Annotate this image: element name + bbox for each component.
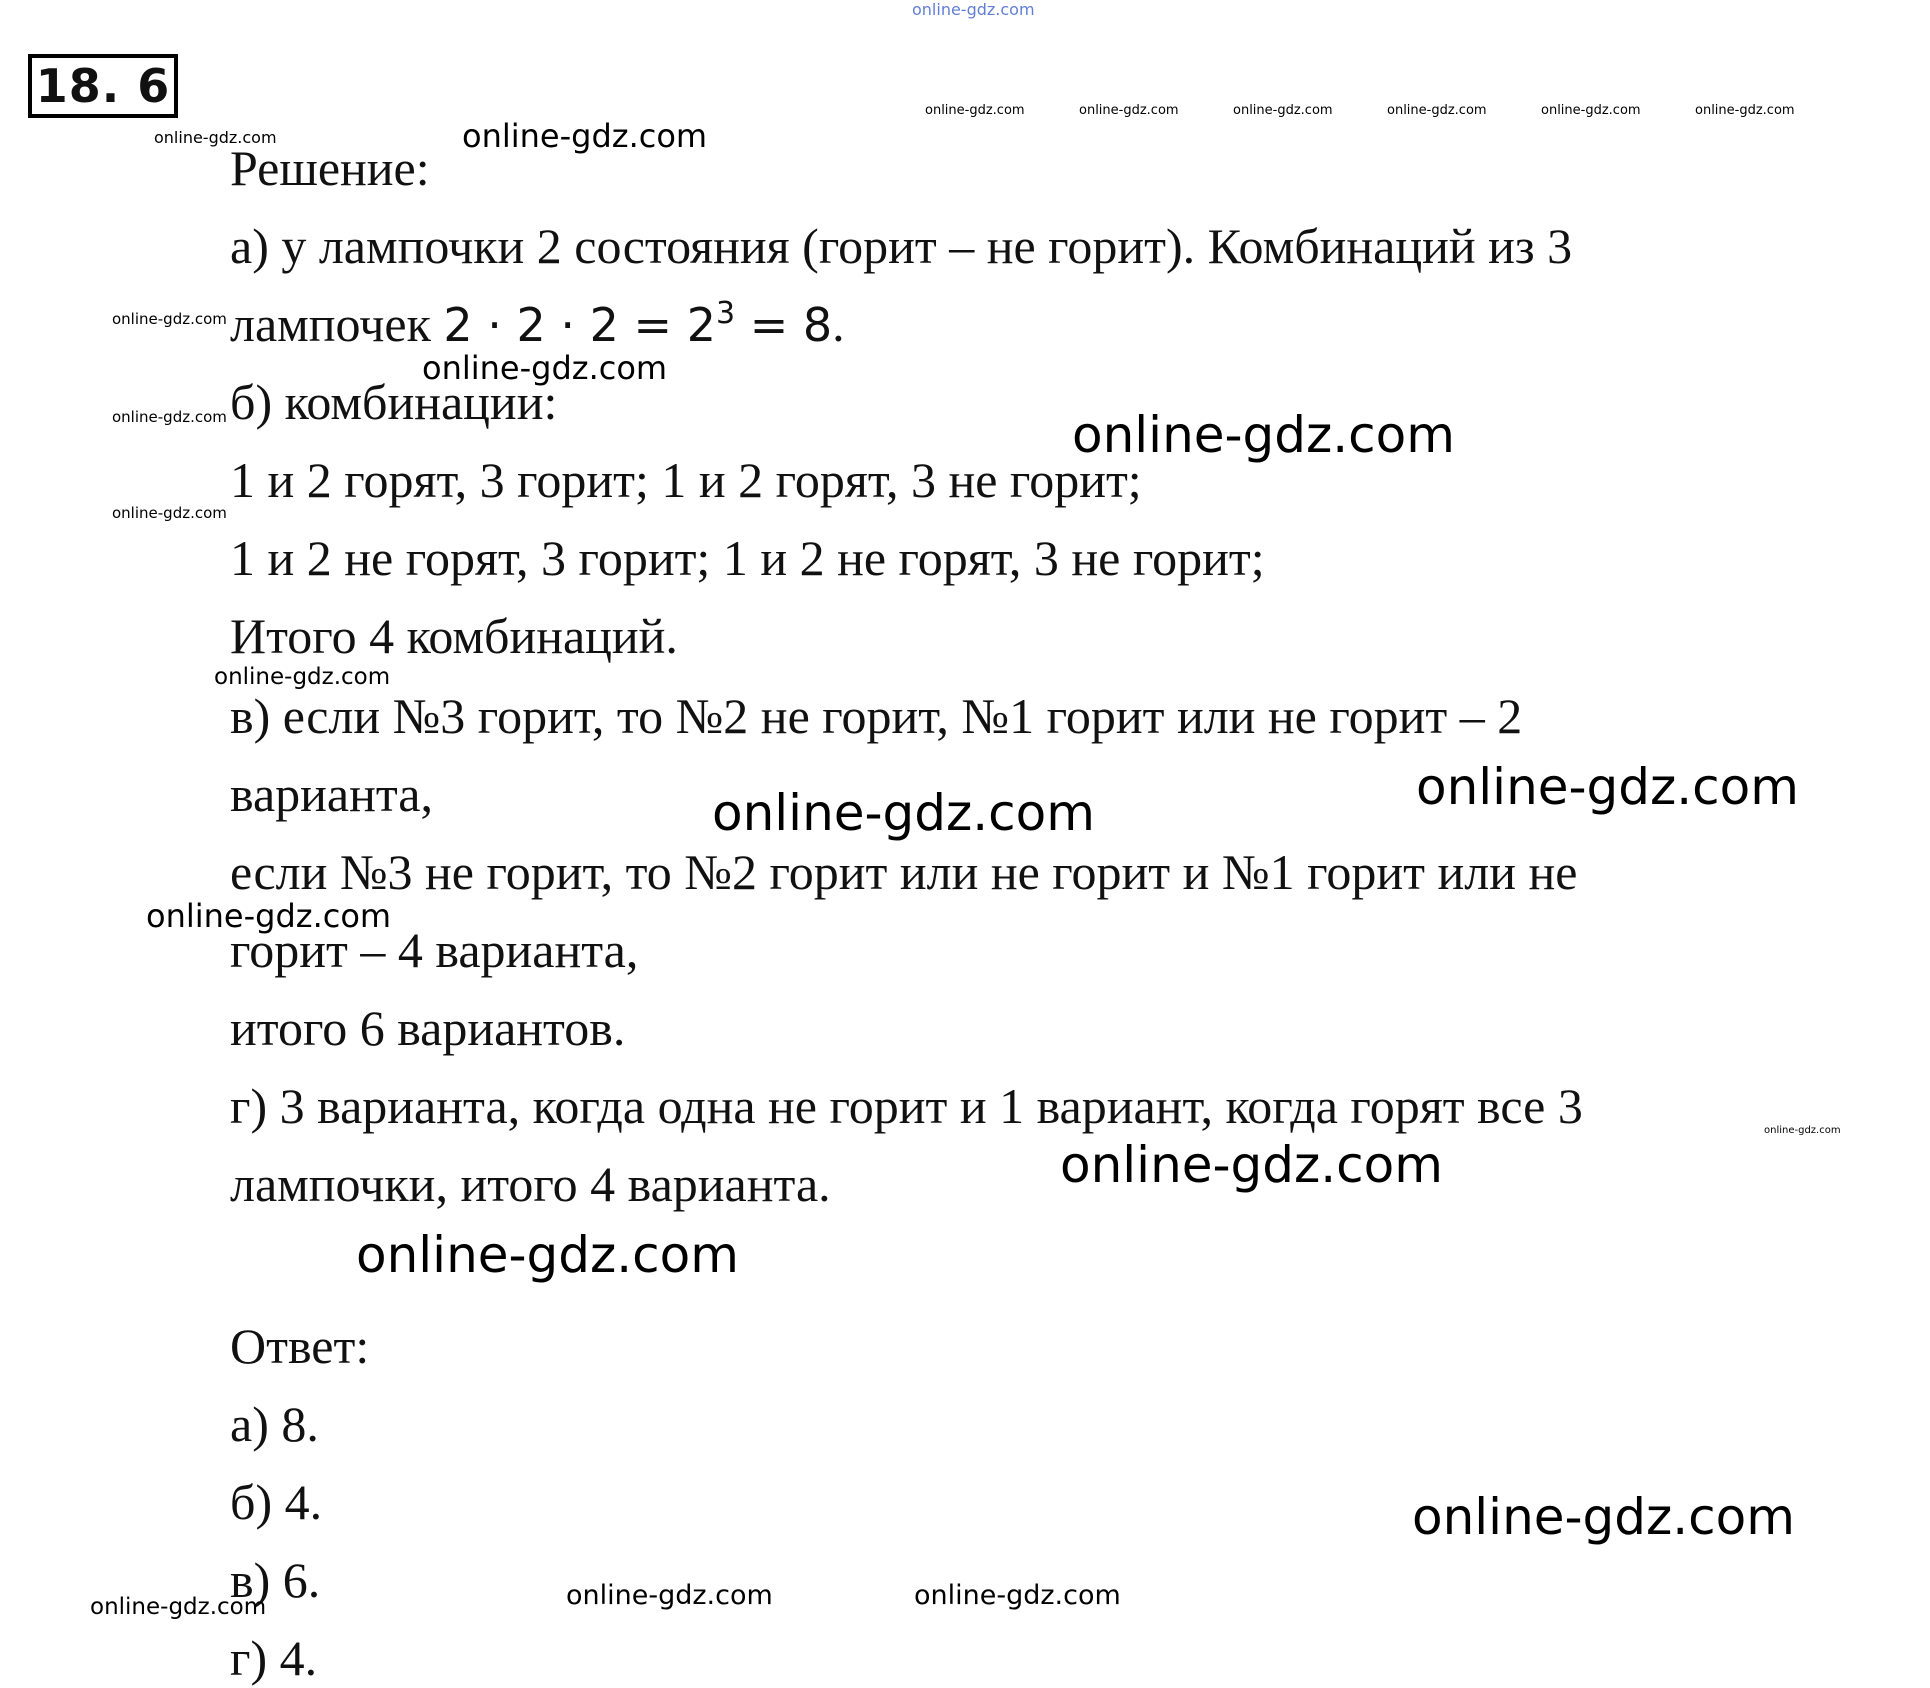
watermark: online-gdz.com [914,1580,1121,1611]
solution-g-line-2: лампочки, итого 4 варианта. [230,1156,831,1212]
watermark: online-gdz.com [112,504,227,522]
watermark: online-gdz.com [566,1580,773,1611]
solution-b-line-2: 1 и 2 горят, 3 горит; 1 и 2 горят, 3 не горит; [230,452,1142,508]
solution-a-line-2: лампочек $2 \cdot 2 \cdot 2 = 2^3 = 8$. [230,296,845,352]
watermark: online-gdz.com [356,1226,739,1284]
answer-heading: Ответ: [230,1318,370,1374]
solution-heading: Решение: [230,140,430,196]
solution-v-line-4: горит – 4 варианта, [230,922,639,978]
watermark: online-gdz.com [1079,103,1179,118]
watermark: online-gdz.com [1387,103,1487,118]
solution-v-line-2: варианта, [230,766,434,822]
watermark: online-gdz.com [1233,103,1333,118]
solution-v-line-5: итого 6 вариантов. [230,1000,626,1056]
watermark: online-gdz.com [1060,1136,1443,1194]
watermark: online-gdz.com [1412,1488,1795,1546]
watermark: online-gdz.com [925,103,1025,118]
watermark: online-gdz.com [1416,758,1799,816]
answer-v: в) 6. [230,1552,321,1608]
solution-g-line-1: г) 3 варианта, когда одна не горит и 1 вариант, когда горят все 3 [230,1078,1583,1134]
watermark: online-gdz.com [112,408,227,426]
answer-b: б) 4. [230,1474,323,1530]
solution-a-line-2-text: лампочек [230,296,444,352]
solution-a-line-1: а) у лампочки 2 состояния (горит – не горит). Комбинаций из 3 [230,218,1573,274]
watermark: online-gdz.com [154,128,277,147]
solution-b-line-4: Итого 4 комбинаций. [230,608,678,664]
solution-v-line-1: в) если №3 горит, то №2 не горит, №1 горит или не горит – 2 [230,688,1523,744]
watermark: online-gdz.com [1541,103,1641,118]
answer-a: а) 8. [230,1396,319,1452]
watermark: online-gdz.com [1072,406,1455,464]
watermark: online-gdz.com [1695,103,1795,118]
watermark: online-gdz.com [90,1594,267,1620]
watermark: online-gdz.com [462,117,708,155]
watermark: online-gdz.com [1764,1125,1841,1136]
solution-b-line-1: б) комбинации: [230,374,558,430]
watermark: online-gdz.com [214,664,391,690]
watermark: online-gdz.com [422,349,668,387]
answer-g: г) 4. [230,1630,318,1686]
watermark: online-gdz.com [712,784,1095,842]
watermark: online-gdz.com [146,897,392,935]
solution-b-line-3: 1 и 2 не горят, 3 горит; 1 и 2 не горят, 3 не горит; [230,530,1265,586]
watermark-top: online-gdz.com [912,0,1035,19]
solution-a-formula: $2 \cdot 2 \cdot 2 = 2^3 = 8$ [443,296,833,352]
watermark: online-gdz.com [112,310,227,328]
solution-v-line-3: если №3 не горит, то №2 горит или не горит и №1 горит или не [230,844,1578,900]
problem-number: 18. 6 [28,54,178,118]
